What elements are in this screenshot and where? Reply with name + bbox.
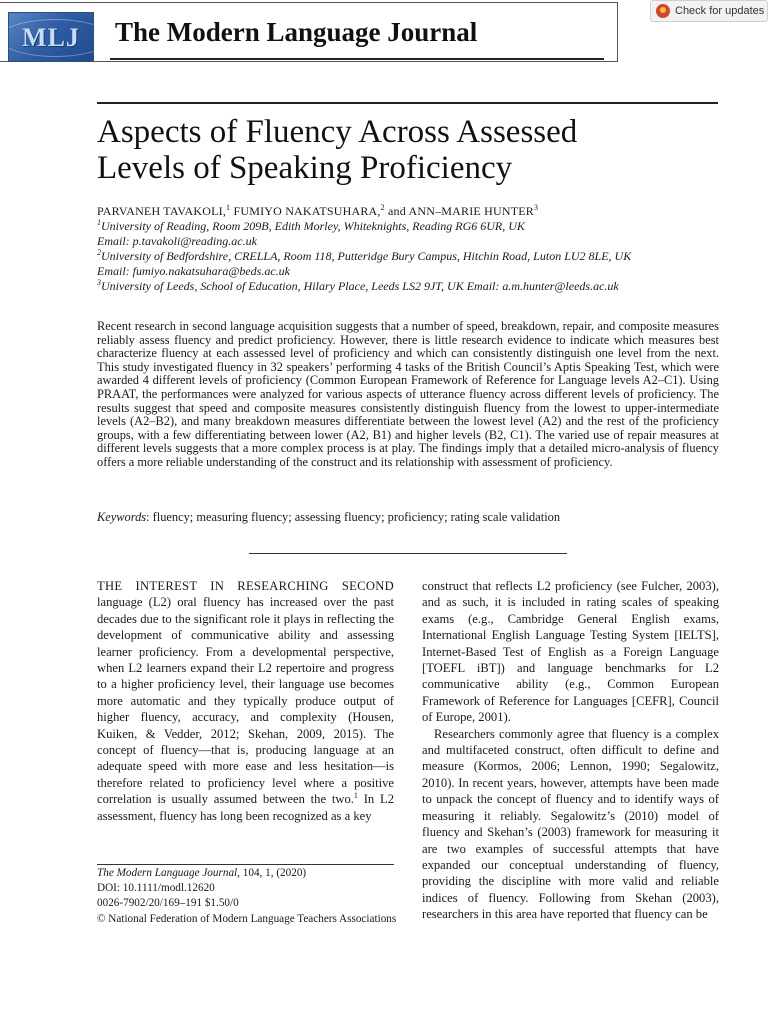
journal-name: The Modern Language Journal bbox=[115, 17, 478, 47]
title-line-2: Levels of Speaking Proficiency bbox=[97, 150, 513, 186]
journal-reference bbox=[97, 866, 397, 881]
check-for-updates-label: Check for updates bbox=[675, 5, 765, 17]
keywords-text: : fluency; measuring fluency; assessing fluency; proficiency; rating scale validation bbox=[146, 510, 561, 524]
body-column-right bbox=[422, 578, 719, 923]
affiliation-email[interactable]: Email: p.tavakoli@reading.ac.uk bbox=[97, 234, 257, 248]
keywords-label: Keywords bbox=[97, 510, 147, 524]
journal-reference-issue: 104, 1, (2020) bbox=[239, 867, 307, 879]
lead-in: THE INTEREST IN RESEARCHING SECOND bbox=[97, 579, 394, 593]
section-divider bbox=[249, 553, 567, 554]
affiliation bbox=[97, 249, 737, 264]
footnote-mark[interactable]: 1 bbox=[353, 791, 358, 801]
check-for-updates-button[interactable] bbox=[650, 0, 768, 22]
author-block bbox=[97, 204, 737, 294]
author-mark: 3 bbox=[534, 203, 539, 212]
affiliation-text: University of Reading, Room 209B, Edith Morley, Whiteknights, Reading RG6 6UR, UK bbox=[101, 219, 525, 233]
body-text-end: In L2 assessment, fluency has long been recognized as a key bbox=[97, 792, 394, 823]
affiliation-text: University of Leeds, School of Education, Hilary Place, Leeds LS2 9JT, UK Email: a.m.hunter@leeds.ac.uk bbox=[101, 279, 619, 293]
keywords bbox=[97, 510, 719, 524]
journal-reference-title: The Modern Language Journal, bbox=[97, 867, 240, 879]
body-text: language (L2) oral fluency has increased over the past decades due to the significant role it plays in reflecting the development of communicative ability and assessing learner proficiency. From a developmental perspective, when L2 learners expand their L2 repertoire and progress to a higher proficiency level, their language use becomes more automatic and they typically produce output of higher fluency, accuracy, and complexity (Housen, Kuiken, & Vedder, 2012; Skehan, 2009, 2015). The concept of fluency—that is, producing language at an adequate speed with more ease and less hesitation—is therefore related to proficiency level where a positive correlation is usually assumed between the two. bbox=[97, 595, 394, 807]
doi[interactable]: DOI: 10.1111/modl.12620 bbox=[97, 882, 215, 895]
journal-masthead bbox=[0, 2, 618, 62]
article-title bbox=[97, 114, 717, 186]
affiliation-mark: 2 bbox=[97, 248, 101, 257]
affiliation-email[interactable]: Email: fumiyo.nakatsuhara@beds.ac.uk bbox=[97, 264, 291, 278]
author-mark: 1 bbox=[226, 203, 231, 212]
affiliation-text: University of Bedfordshire, CRELLA, Room 118, Putteridge Bury Campus, Hitchin Road, Luton LU2 8LE, UK bbox=[101, 249, 632, 263]
author-name: PARVANEH TAVAKOLI, bbox=[97, 204, 227, 218]
body-paragraph: Researchers commonly agree that fluency is a complex and multifaceted construct, often difficult to define and measure (Kormos, 2006; Lennon, 1990; Segalowitz, 2010). In recent years, however, attempts have been made to unpack the concept of fluency and to identify ways of measuring it reliably. Segalowitz’s (2010) model of fluency and Skehan’s (2003) framework for measuring it are two examples of successful attempts that have expanded our conceptual understanding of fluency, providing the discipline with more valid and reliable indices of fluency. Following from Skehan (2003), researchers in this area have reported that fluency can be bbox=[422, 726, 719, 922]
author-mark: 2 bbox=[380, 203, 385, 212]
body-paragraph bbox=[97, 578, 394, 824]
abstract: Recent research in second language acquisition suggests that a number of speed, breakdown, repair, and composite measures reliably assess fluency and predict proficiency. However, there is little research evidence to indicate which measures best characterize fluency at each assessed level of proficiency and which can consistently distinguish one level from the next. This study investigated fluency in 32 speakers’ performing 4 tasks of the British Council’s Aptis Speaking Test, which were awarded 4 different levels of proficiency (Common European Framework of Reference for Language levels A2–C1). Using PRAAT, the performances were analyzed for various aspects of utterance fluency across different levels of proficiency. The results suggest that speed and composite measures consistently distinguish fluency from the lowest to upper-intermediate levels (A2–B2), and many breakdown measures differentiate between the lowest level (A2) and the rest of the proficiency groups, with a few differentiating between lower (A2, B1) and higher levels (B2, C1). The varied use of repair measures at different levels suggests that a more complex process is at play. The findings imply that a detailed micro-analysis of fluency offers a more reliable understanding of the construct and its relationship with assessment of proficiency. bbox=[97, 319, 719, 469]
footer-rule bbox=[97, 864, 394, 865]
body-column-left bbox=[97, 578, 394, 824]
crossmark-icon bbox=[656, 4, 670, 18]
title-line-1: Aspects of Fluency Across Assessed bbox=[97, 114, 578, 150]
copyright: © National Federation of Modern Language Teachers Associations bbox=[97, 912, 397, 925]
logo-text: MLJ bbox=[22, 23, 80, 52]
affiliation bbox=[97, 219, 737, 234]
title-top-rule bbox=[97, 102, 718, 104]
masthead-rule bbox=[110, 58, 604, 60]
affiliation-mark: 1 bbox=[97, 218, 101, 227]
affiliation[interactable] bbox=[97, 279, 737, 294]
issn: 0026-7902/20/169–191 $1.50/0 bbox=[97, 897, 239, 910]
author-name: and ANN–MARIE HUNTER bbox=[388, 204, 535, 218]
affiliation-mark: 3 bbox=[97, 278, 101, 287]
body-paragraph: construct that reflects L2 proficiency (see Fulcher, 2003), and as such, it is included in rating scales of speaking exams (e.g., Cambridge General English exams, International English Language Testing System [IELTS], Internet-Based Test of English as a Foreign Language [TOEFL iBT]) and language benchmarks for L2 communicative ability (e.g., Common European Framework of Reference for Languages [CEFR], Council of Europe, 2001). bbox=[422, 579, 719, 725]
author-name: FUMIYO NAKATSUHARA, bbox=[233, 204, 381, 218]
publication-footer bbox=[97, 866, 397, 927]
author-names bbox=[97, 204, 737, 219]
journal-logo bbox=[8, 12, 94, 62]
